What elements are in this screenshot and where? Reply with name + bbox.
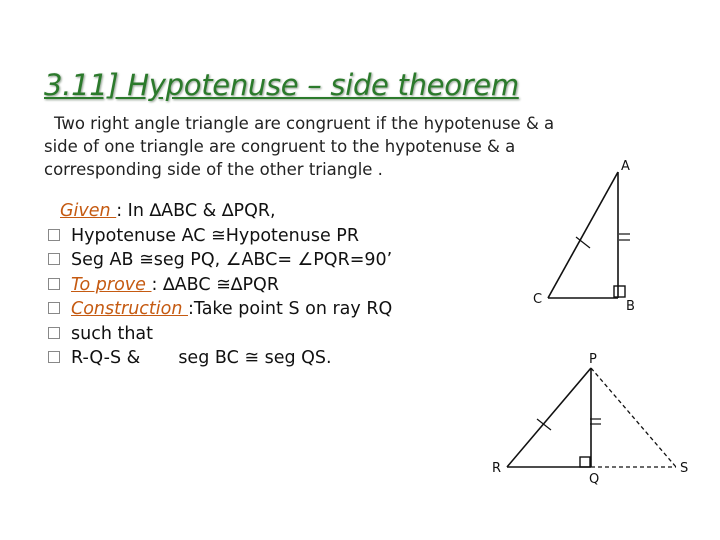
such-that-text: such that [71,323,154,344]
given-label: Given [60,201,117,221]
segment-ps [591,368,676,467]
construction-text: :Take point S on ray RQ [188,299,393,319]
theorem-line-3: corresponding side of the other triangle . [44,160,383,179]
to-prove-label: To prove [71,274,152,295]
hypotenuse-text: Hypotenuse AC ≅Hypotenuse PR [71,225,359,246]
right-angle-mark-q [580,457,590,467]
vertex-label-b: B [626,299,635,314]
vertex-label-s: S [680,461,689,476]
vertex-label-r: R [492,461,502,476]
vertex-label-a: A [621,159,630,174]
right-angle-mark-b [614,286,625,297]
triangle-abc [533,159,635,314]
to-prove-text: : ∆ABC ≅∆PQR [151,274,279,295]
segment-text: Seg AB ≅seg PQ, ∠ABC= ∠PQR=90’ [71,250,393,270]
vertex-label-q: Q [589,472,600,487]
rqs-text: R-Q-S & [71,348,141,368]
theorem-line-1: Two right angle triangle are congruent if the hypotenuse & a [54,114,555,133]
construction-label: Construction [71,299,188,319]
triangle-pqr [492,352,688,487]
given-text: : In ∆ABC & ∆PQR, [116,201,276,221]
vertex-label-p: P [589,352,597,367]
bc-qs-text: seg BC ≅ seg QS. [178,348,332,368]
slide-title: 3.11] Hypotenuse – side theorem [44,68,519,102]
vertex-label-c: C [533,292,543,307]
theorem-line-2: side of one triangle are congruent to the hypotenuse & a [44,137,516,156]
